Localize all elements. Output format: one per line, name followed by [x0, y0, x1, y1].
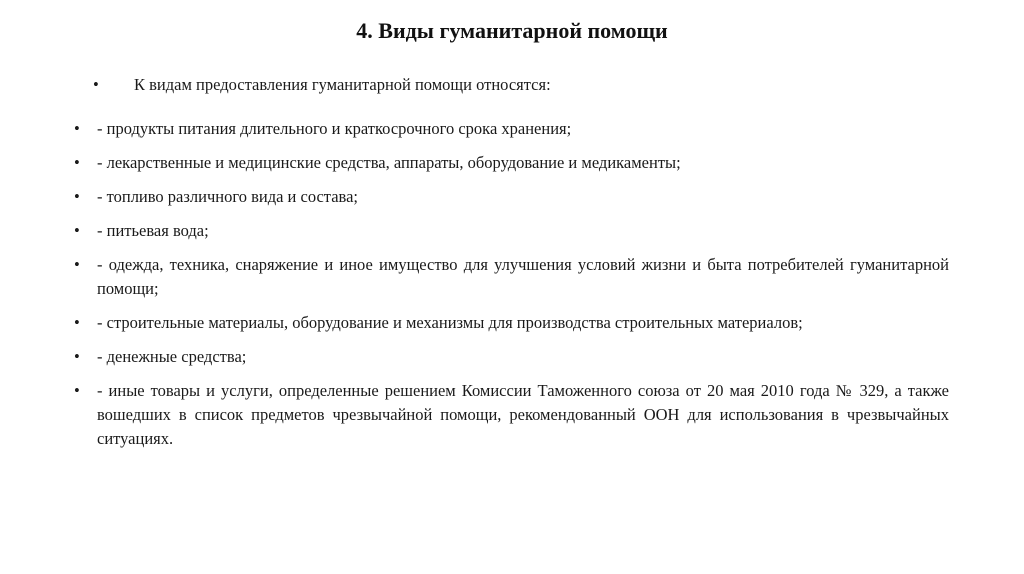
list-item-text: - одежда, техника, снаряжение и иное имущество для улучшения условий жизни и быта потребителей гуманитарной помощи; — [97, 255, 949, 298]
intro-line — [93, 75, 551, 95]
list-item — [72, 311, 949, 335]
list-item-text: - топливо различного вида и состава; — [97, 187, 359, 206]
list-item — [72, 185, 949, 209]
bullet-icon: • — [74, 381, 80, 400]
bullet-icon: • — [74, 255, 80, 274]
list-item-text: - лекарственные и медицинские средства, аппараты, оборудование и медикаменты; — [97, 153, 681, 172]
bullet-icon: • — [74, 187, 80, 206]
bullet-icon: • — [74, 313, 80, 332]
list-item — [72, 253, 949, 301]
list-item — [72, 379, 949, 451]
list-item — [72, 219, 949, 243]
list-item — [72, 151, 949, 175]
intro-text: К видам предоставления гуманитарной помощи относятся: — [134, 75, 551, 94]
bullet-icon: • — [74, 153, 80, 172]
list-item-text: - продукты питания длительного и краткосрочного срока хранения; — [97, 119, 572, 138]
list-item — [72, 345, 949, 369]
list-item — [72, 117, 949, 141]
bullet-icon: • — [74, 119, 80, 138]
bullet-icon: • — [93, 75, 99, 94]
list-item-text: - питьевая вода; — [97, 221, 209, 240]
aid-types-list — [72, 117, 949, 461]
slide-title: 4. Виды гуманитарной помощи — [356, 18, 668, 43]
bullet-icon: • — [74, 221, 80, 240]
list-item-text: - денежные средства; — [97, 347, 247, 366]
bullet-icon: • — [74, 347, 80, 366]
list-item-text: - иные товары и услуги, определенные решением Комиссии Таможенного союза от 20 мая 2010 года № 329, а также вошедших в список предметов чрезвычайной помощи, рекомендованный ООН для использования в чрезвычайных ситуациях. — [97, 381, 949, 448]
list-item-text: - строительные материалы, оборудование и механизмы для производства строительных материалов; — [97, 313, 803, 332]
